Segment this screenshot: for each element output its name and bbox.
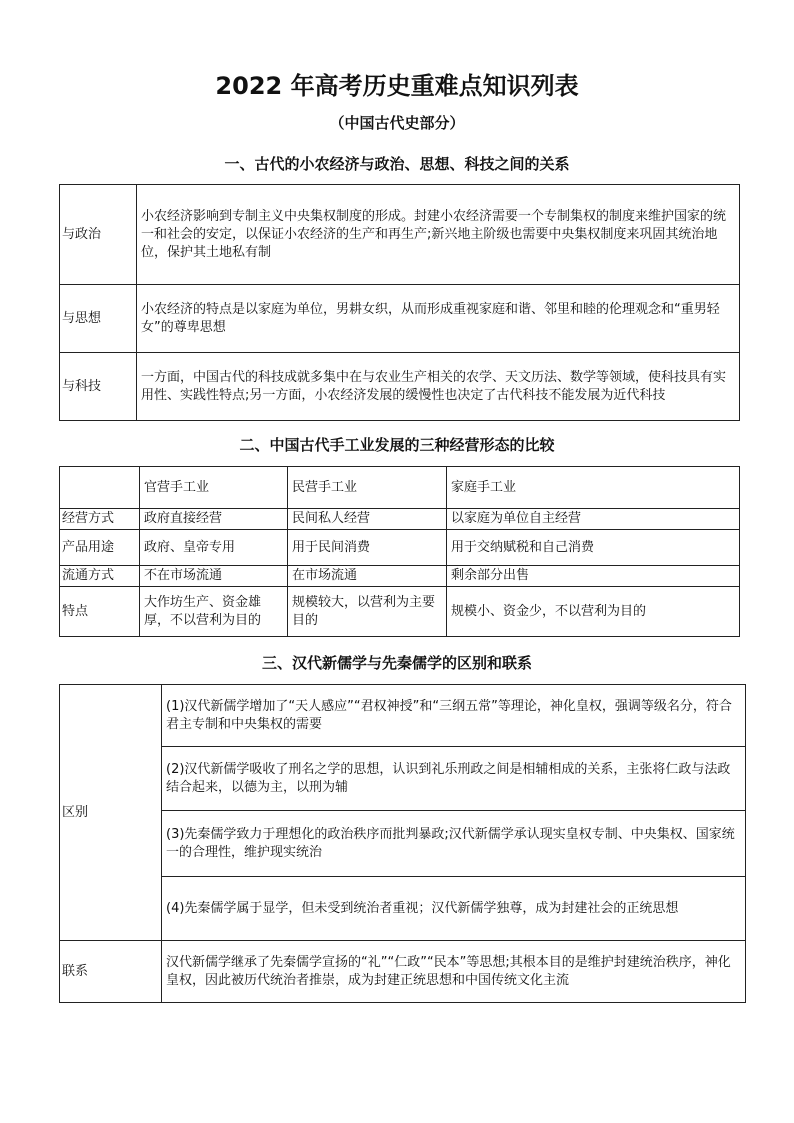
- table-row: [60, 877, 746, 941]
- table-row: [60, 353, 740, 421]
- table-row: [60, 587, 740, 637]
- table-cell: 在市场流通: [288, 566, 447, 587]
- row-label: 特点: [60, 587, 140, 637]
- table-row: [60, 530, 740, 566]
- header-cell: [60, 467, 140, 509]
- header-cell: 家庭手工业: [447, 467, 740, 509]
- row-label: 与科技: [60, 353, 137, 421]
- table-cell: 以家庭为单位自主经营: [447, 509, 740, 530]
- table-row: [60, 509, 740, 530]
- link-label: 联系: [60, 941, 162, 1003]
- table-cell: 政府直接经营: [140, 509, 288, 530]
- table-row: [60, 566, 740, 587]
- row-label: 与思想: [60, 285, 137, 353]
- section1-table: [59, 184, 740, 421]
- diff-item: (1)汉代新儒学增加了“天人感应”“君权神授”和“三纲五常”等理论，神化皇权，强调等级名分，符合君主专制和中央集权的需要: [162, 685, 746, 747]
- table-cell: 大作坊生产、资金雄厚，不以营利为目的: [140, 587, 288, 637]
- table-cell: 用于交纳赋税和自己消费: [447, 530, 740, 566]
- section3-table: [59, 684, 746, 1003]
- row-text: 一方面，中国古代的科技成就多集中在与农业生产相关的农学、天文历法、数学等领域，使科技具有实用性、实践性特点;另一方面，小农经济发展的缓慢性也决定了古代科技不能发展为近代科技: [137, 353, 740, 421]
- diff-item: (4)先秦儒学属于显学，但未受到统治者重视；汉代新儒学独尊，成为封建社会的正统思想: [162, 877, 746, 941]
- table-row: [60, 811, 746, 877]
- row-text: 小农经济的特点是以家庭为单位，男耕女织，从而形成重视家庭和谐、邻里和睦的伦理观念和“重男轻女”的尊卑思想: [137, 285, 740, 353]
- table-cell: 民间私人经营: [288, 509, 447, 530]
- table-row: [60, 941, 746, 1003]
- section1-heading: 一、古代的小农经济与政治、思想、科技之间的关系: [224, 155, 570, 173]
- table-cell: 剩余部分出售: [447, 566, 740, 587]
- table-cell: 不在市场流通: [140, 566, 288, 587]
- section3-heading: 三、汉代新儒学与先秦儒学的区别和联系: [261, 654, 532, 672]
- diff-item: (3)先秦儒学致力于理想化的政治秩序而批判暴政;汉代新儒学承认现实皇权专制、中央集权、国家统一的合理性，维护现实统治: [162, 811, 746, 877]
- table-header-row: [60, 467, 740, 509]
- row-label: 流通方式: [60, 566, 140, 587]
- link-text: 汉代新儒学继承了先秦儒学宣扬的“礼”“仁政”“民本”等思想;其根本目的是维护封建统治秩序，神化皇权，因此被历代统治者推崇，成为封建正统思想和中国传统文化主流: [162, 941, 746, 1003]
- diff-item: (2)汉代新儒学吸收了刑名之学的思想，认识到礼乐刑政之间是相辅相成的关系，主张将仁政与法政结合起来，以德为主，以刑为辅: [162, 747, 746, 811]
- table-cell: 规模较大，以营利为主要目的: [288, 587, 447, 637]
- section2-table: [59, 466, 740, 637]
- table-cell: 政府、皇帝专用: [140, 530, 288, 566]
- table-row: [60, 285, 740, 353]
- page-subtitle: （中国古代史部分）: [329, 114, 465, 132]
- row-label: 产品用途: [60, 530, 140, 566]
- diff-label: 区别: [60, 685, 162, 941]
- section2-heading: 二、中国古代手工业发展的三种经营形态的比较: [239, 436, 555, 454]
- row-label: 经营方式: [60, 509, 140, 530]
- table-row: [60, 685, 746, 747]
- table-row: [60, 185, 740, 285]
- page-title: 2022 年高考历史重难点知识列表: [215, 72, 579, 100]
- table-row: [60, 747, 746, 811]
- header-cell: 官营手工业: [140, 467, 288, 509]
- table-cell: 规模小、资金少，不以营利为目的: [447, 587, 740, 637]
- table-cell: 用于民间消费: [288, 530, 447, 566]
- row-label: 与政治: [60, 185, 137, 285]
- header-cell: 民营手工业: [288, 467, 447, 509]
- row-text: 小农经济影响到专制主义中央集权制度的形成。封建小农经济需要一个专制集权的制度来维护国家的统一和社会的安定，以保证小农经济的生产和再生产;新兴地主阶级也需要中央集权制度来巩固其统治地位，保护其土地私有制: [137, 185, 740, 285]
